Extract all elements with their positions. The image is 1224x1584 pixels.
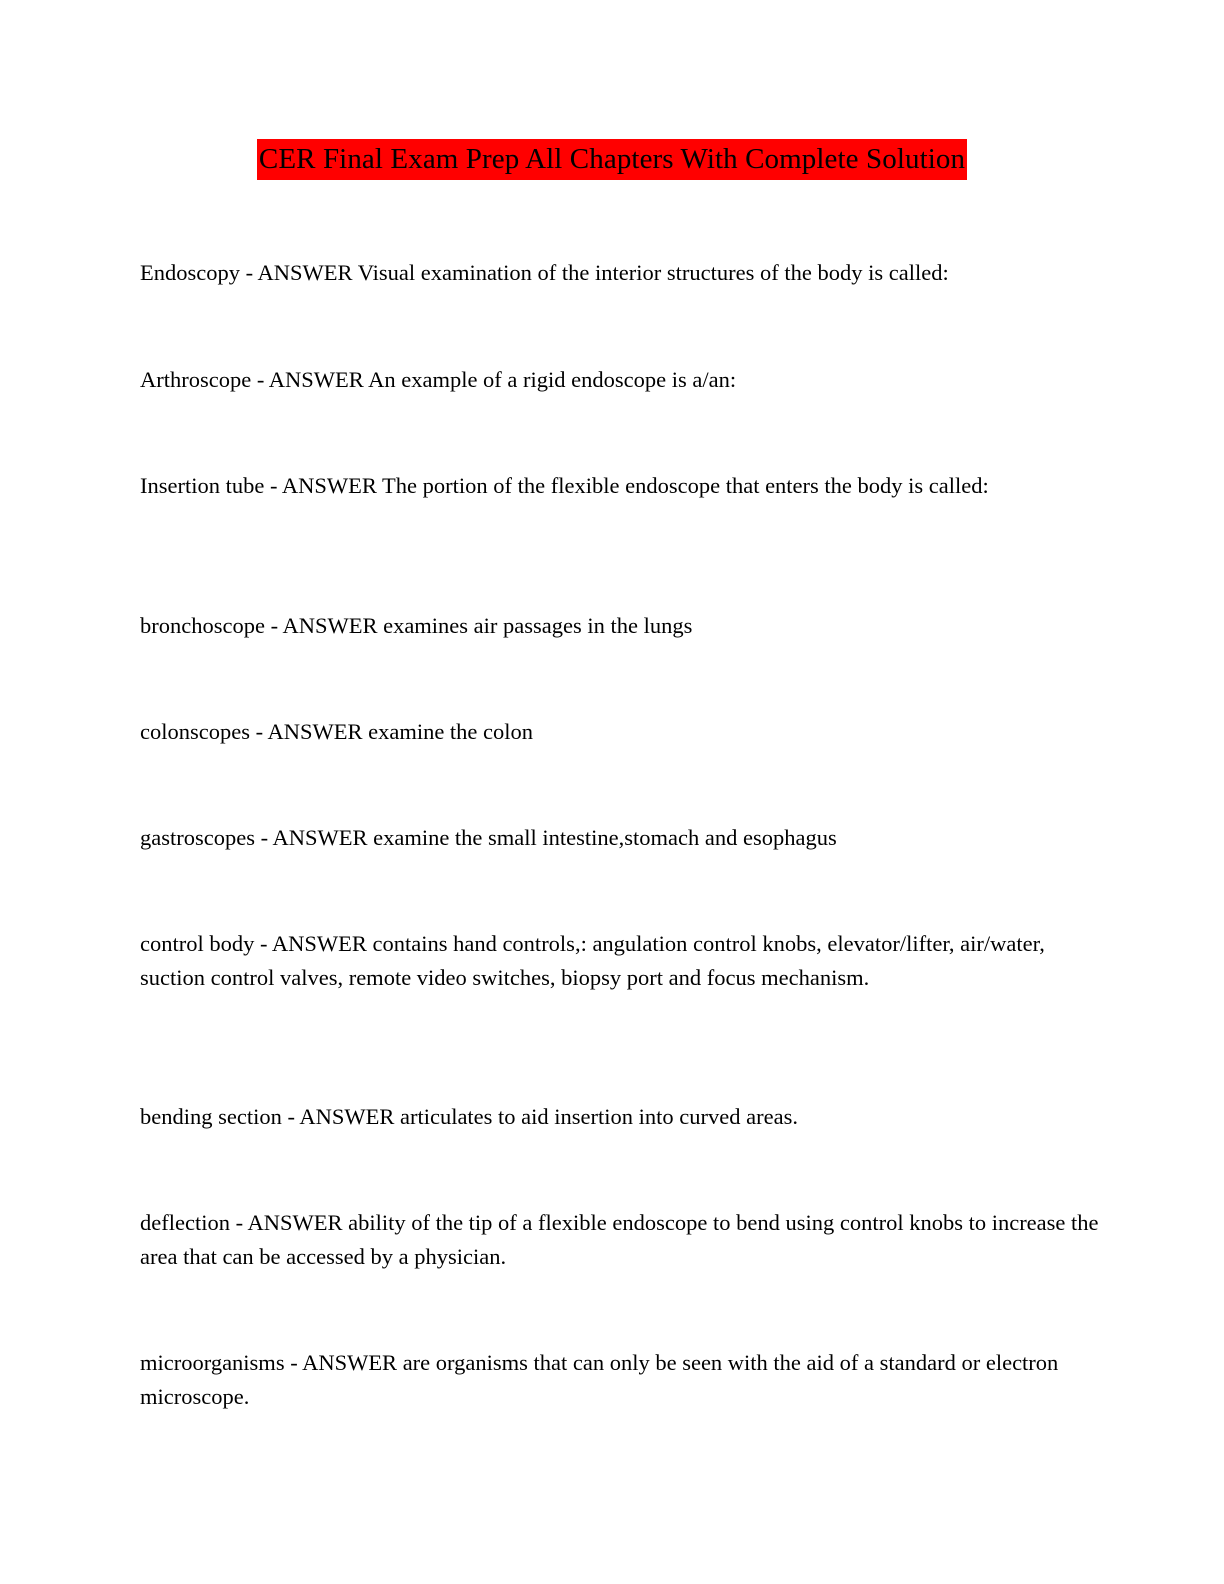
qa-entry: deflection - ANSWER ability of the tip of a flexible endoscope to bend using control knobs to increase the area that can be accessed by a physician.: [140, 1210, 1099, 1269]
qa-entry: control body - ANSWER contains hand controls,: angulation control knobs, elevator/lifter, air/water, suction control valves, remote video switches, biopsy port and focus mechanism.: [140, 931, 1045, 990]
qa-entry: gastroscopes - ANSWER examine the small intestine,stomach and esophagus: [140, 825, 837, 850]
qa-entry: Insertion tube - ANSWER The portion of the flexible endoscope that enters the body is called:: [140, 473, 989, 498]
qa-entry: bronchoscope - ANSWER examines air passages in the lungs: [140, 613, 693, 638]
qa-entry: Endoscopy - ANSWER Visual examination of the interior structures of the body is called:: [140, 260, 949, 285]
qa-entry: colonscopes - ANSWER examine the colon: [140, 719, 534, 744]
qa-entry: bending section - ANSWER articulates to aid insertion into curved areas.: [140, 1104, 798, 1129]
qa-entry: Arthroscope - ANSWER An example of a rigid endoscope is a/an:: [140, 367, 737, 392]
document-title: CER Final Exam Prep All Chapters With Complete Solution: [257, 139, 967, 180]
title-container: [0, 139, 1224, 180]
qa-entry: microorganisms - ANSWER are organisms that can only be seen with the aid of a standard or electron microscope.: [140, 1350, 1059, 1409]
